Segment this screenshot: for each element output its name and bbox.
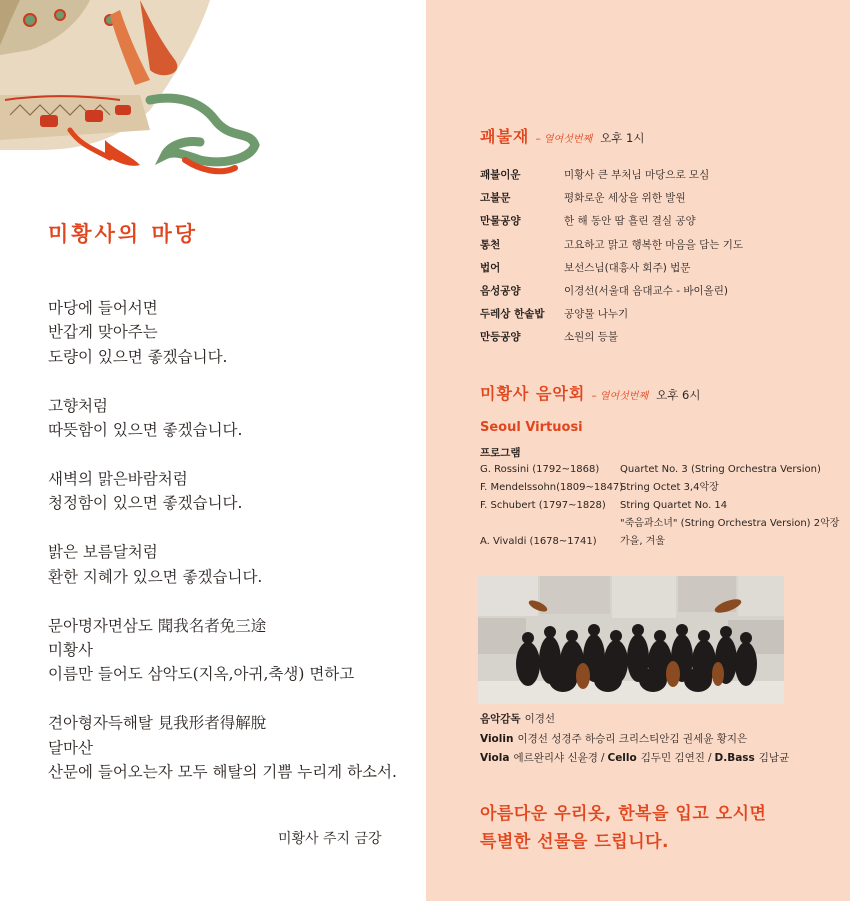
schedule-item-name: 괘불이운 xyxy=(480,169,521,181)
poem-stanza xyxy=(48,296,418,369)
signature: 미황사 주지 금강 xyxy=(278,831,382,847)
poem-line: 새벽의 맑은바람처럼 xyxy=(48,469,188,488)
schedule-item-desc: 소원의 등불 xyxy=(564,331,619,344)
schedule-item-name: 두레상 한솥밥 xyxy=(480,308,545,321)
violin-players: 이경선 성경주 하승리 크리스티안김 권세윤 황지은 xyxy=(517,732,748,745)
poem-line: 이름만 들어도 삼악도(지옥,아귀,축생) 면하고 xyxy=(48,665,355,684)
ritual-subtitle: 열여섯번째 xyxy=(543,134,593,145)
concert-credits xyxy=(480,710,789,769)
program-work: Quartet No. 3 (String Orchestra Version) xyxy=(620,464,821,475)
program-label: 프로그램 xyxy=(480,447,521,459)
poem-line: 산문에 들어오는자 모두 해탈의 기쁨 누리게 하소서. xyxy=(48,762,397,781)
schedule-item-name: 만물공양 xyxy=(480,215,521,228)
bass-players: 김남균 xyxy=(758,752,790,764)
director-row xyxy=(480,710,789,730)
cello-label: Cello xyxy=(607,752,637,764)
poem-line: 반갑게 맞아주는 xyxy=(48,323,158,342)
ritual-header xyxy=(480,124,645,147)
concert-time: 오후 6시 xyxy=(656,388,701,402)
orchestra-group-photo xyxy=(478,576,784,704)
program-work: String Octet 3,4악장 xyxy=(620,482,719,493)
program-composer: F. Mendelssohn(1809~1847) xyxy=(480,482,624,493)
poem-stanza xyxy=(48,467,418,516)
poem-line: 고향처럼 xyxy=(48,396,108,415)
program-composer: G. Rossini (1792~1868) xyxy=(480,464,600,475)
poem-line: 청정함이 있으면 좋겠습니다. xyxy=(48,494,243,513)
poem-line: 따뜻함이 있으면 좋겠습니다. xyxy=(48,421,243,440)
director-name: 이경선 xyxy=(524,713,556,725)
separator: / xyxy=(600,752,605,764)
program-row xyxy=(480,461,839,479)
concert-subtitle: 열여섯번째 xyxy=(599,391,649,402)
poem-line: 도량이 있으면 좋겠습니다. xyxy=(48,347,228,366)
schedule-item-name: 만등공양 xyxy=(480,331,521,344)
ritual-dash: – xyxy=(535,132,541,145)
concert-header xyxy=(480,381,700,404)
ensemble-name: Seoul Virtuosi xyxy=(480,420,583,435)
right-page xyxy=(426,0,850,901)
violin-label: Violin xyxy=(480,732,514,745)
schedule-item-name: 고불문 xyxy=(480,192,511,205)
poem-line: 밝은 보름달처럼 xyxy=(48,543,158,562)
separator: / xyxy=(707,752,712,764)
program-work: String Quartet No. 14 xyxy=(620,500,728,511)
bass-label: D.Bass xyxy=(714,752,755,764)
schedule-row xyxy=(480,257,743,280)
buddhist-painting-illustration xyxy=(0,0,270,190)
closing-message xyxy=(480,800,766,856)
schedule-row xyxy=(480,164,743,187)
low-strings-row xyxy=(480,749,789,769)
program-row xyxy=(480,533,839,551)
schedule-row xyxy=(480,280,743,303)
poem-line: 견아형자득해탈 見我形者得解脫 xyxy=(48,714,267,733)
schedule-item-name: 음성공양 xyxy=(480,284,521,297)
schedule-item-desc: 고요하고 맑고 행복한 마음을 담는 기도 xyxy=(564,238,743,251)
violin-row xyxy=(480,730,789,750)
schedule-row xyxy=(480,187,743,210)
program-list xyxy=(480,461,839,551)
poem-stanza xyxy=(48,394,418,443)
poem xyxy=(48,296,418,809)
poem-stanza xyxy=(48,711,418,784)
poem-line: 환한 지혜가 있으면 좋겠습니다. xyxy=(48,567,263,586)
schedule-item-desc: 보선스님(대흥사 회주) 법문 xyxy=(564,261,691,274)
poem-stanza xyxy=(48,540,418,589)
ritual-time: 오후 1시 xyxy=(600,131,645,145)
schedule-item-name: 법어 xyxy=(480,261,501,274)
program-work: "죽음과소녀" (String Orchestra Version) 2악장 xyxy=(620,518,840,529)
program-composer: F. Schubert (1797~1828) xyxy=(480,500,606,511)
schedule-item-desc: 미황사 큰 부처님 마당으로 모심 xyxy=(564,169,710,181)
program-composer xyxy=(480,515,620,533)
schedule-item-desc: 이경선(서울대 음대교수 - 바이올린) xyxy=(564,284,728,297)
schedule-item-name: 통천 xyxy=(480,238,501,251)
program-row xyxy=(480,515,839,533)
schedule-item-desc: 공양물 나누기 xyxy=(564,308,629,321)
concert-dash: – xyxy=(591,389,597,402)
director-label: 음악감독 xyxy=(480,713,521,725)
closing-line: 아름다운 우리옷, 한복을 입고 오시면 xyxy=(480,804,767,824)
schedule-row xyxy=(480,303,743,326)
closing-line: 특별한 선물을 드립니다. xyxy=(480,832,670,852)
poem-line: 달마산 xyxy=(48,738,93,757)
viola-players: 에르완리샤 신윤경 xyxy=(513,752,598,764)
poem-line: 문아명자면삼도 聞我名者免三途 xyxy=(48,616,267,635)
left-page-title: 미황사의 마당 xyxy=(48,222,199,246)
program-row xyxy=(480,479,839,497)
program-row xyxy=(480,497,839,515)
poem-line: 마당에 들어서면 xyxy=(48,299,158,317)
poem-line: 미황사 xyxy=(48,640,93,659)
schedule-row xyxy=(480,210,743,233)
cello-players: 김두민 김연진 xyxy=(640,752,705,764)
program-work: 가을, 겨울 xyxy=(620,536,665,547)
schedule-row xyxy=(480,234,743,257)
program-composer: A. Vivaldi (1678~1741) xyxy=(480,536,597,547)
schedule-row xyxy=(480,326,743,349)
schedule-item-desc: 평화로운 세상을 위한 발원 xyxy=(564,192,686,205)
concert-title: 미황사 음악회 xyxy=(480,384,586,403)
ritual-schedule xyxy=(480,164,743,350)
ritual-title: 괘불재 xyxy=(480,127,530,146)
poem-stanza xyxy=(48,614,418,687)
schedule-item-desc: 한 해 동안 땀 흘린 결실 공양 xyxy=(564,215,696,228)
viola-label: Viola xyxy=(480,752,510,764)
